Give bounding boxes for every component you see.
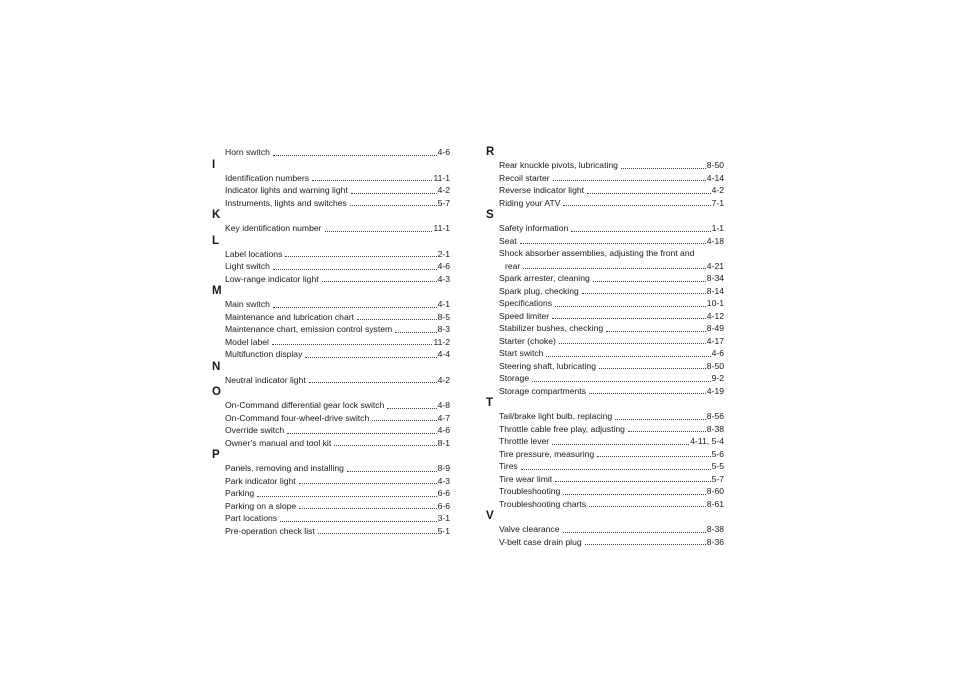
index-letter-heading: I [212,158,216,171]
index-entry-seat [486,235,724,248]
dot-leader [334,444,436,446]
entry-title: Indicator lights and warning light [225,185,348,195]
index-entry-reverse-indicator-light [486,184,724,197]
entry-page: 9-2 [711,373,724,383]
dot-leader [395,331,436,333]
index-entry-pre-operation-check-list [212,525,450,538]
index-group-k [212,209,450,235]
entry-page: 7-1 [711,197,724,208]
entry-page: 4-6 [437,425,450,435]
index-entry-starter-choke [486,335,724,348]
entry-page: 4-12 [706,310,724,321]
index-letter-heading: N [212,360,221,373]
index-entry-horn-switch [212,146,450,159]
index-entry-model-label [212,336,450,349]
index-group-m [212,285,450,361]
entry-page: 2-1 [437,248,450,259]
dot-leader [299,482,437,484]
entry-page: 8-60 [706,486,724,496]
index-letter-heading: K [212,209,221,221]
dot-leader [285,255,436,257]
index-letter-heading: S [486,209,494,221]
entry-title: On-Command differential gear lock switch [225,400,385,410]
entry-title: Neutral indicator light [225,374,306,385]
dot-leader [351,192,437,194]
entry-title: On-Command four-wheel-drive switch [225,412,370,423]
entry-title: Storage compartments [499,385,586,396]
entry-page: 5-6 [711,448,724,459]
index-entry-low-range-indicator-light [212,273,450,286]
entry-title: Override switch [225,425,285,435]
index-entry-maintenance-chart-emission-control-system [212,323,450,336]
dot-leader [615,418,706,420]
dot-leader [257,495,436,497]
index-entry-tail-brake-light-bulb-replacing [486,410,724,423]
index-letter-heading: L [212,234,220,247]
entry-page: 8-1 [437,437,450,448]
dot-leader [621,167,706,169]
index-entry-specifications [486,297,724,310]
index-entry-part-locations [212,512,450,525]
dot-leader [563,531,706,533]
dot-leader [309,381,437,383]
dot-leader [546,355,710,357]
entry-title: Maintenance chart, emission control system [225,324,393,334]
index-group-v [486,510,724,548]
entry-page: 6-6 [437,500,450,511]
entry-page: 4-21 [706,260,724,271]
dot-leader [273,268,437,270]
entry-page: 4-11, 5-4 [690,436,724,446]
entry-page: 1-1 [711,223,724,233]
entry-page: 4-4 [437,349,450,359]
dot-leader [322,280,437,282]
entry-title: Steering shaft, lubricating [499,360,596,371]
index-letter-heading: V [486,510,494,522]
entry-page: 4-19 [706,385,724,396]
entry-page: 11-1 [433,223,450,233]
index-entry-on-command-differential-gear-lock-switch [212,399,450,412]
entry-page: 4-6 [437,147,450,157]
entry-title: Park indicator light [225,475,296,486]
index-entry-troubleshooting [486,485,724,498]
entry-title: Tires [499,461,518,471]
entry-title: Rear knuckle pivots, lubricating [499,160,618,170]
entry-title: Pre-operation check list [225,525,315,536]
dot-leader [571,230,710,232]
entry-title: Owner’s manual and tool kit [225,437,332,448]
dot-leader [552,443,689,445]
entry-page: 8-14 [706,285,724,296]
entry-title: Troubleshooting charts [499,498,587,509]
entry-title: Starter (choke) [499,335,556,346]
entry-page: 8-50 [706,360,724,371]
entry-title: Valve clearance [499,524,560,534]
entry-title: V-belt case drain plug [499,536,582,547]
entry-title: Horn switch [225,147,270,157]
index-group-t [486,397,724,510]
index-entry-throttle-lever [486,435,724,448]
entry-title: Model label [225,336,269,347]
index-entry-neutral-indicator-light [212,374,450,387]
dot-leader [357,318,437,320]
index-letter-heading: P [212,449,220,461]
index-entry-identification-numbers [212,172,450,185]
dot-leader [521,468,711,470]
entry-page: 4-3 [437,273,450,284]
entry-title: Spark arrester, cleaning [499,273,590,283]
index-entry-stabilizer-bushes-checking [486,322,724,335]
index-entry-multifunction-display [212,348,450,361]
entry-page: 4-18 [706,235,724,246]
dot-leader [559,342,706,344]
dot-leader [555,305,706,307]
index-entry-shock-absorber-assemblies-adjusting-the-front-and [486,247,724,260]
entry-title: Label locations [225,248,283,259]
dot-leader [312,179,432,181]
entry-page: 4-1 [437,299,450,309]
entry-page: 3-1 [437,513,450,523]
index-entry-override-switch [212,424,450,437]
index-entry-panels-removing-and-installing [212,462,450,475]
dot-leader [628,430,706,432]
dot-leader [325,230,433,232]
dot-leader [597,455,710,457]
index-entry-rear-knuckle-pivots-lubricating [486,159,724,172]
entry-title: Reverse indicator light [499,185,585,195]
dot-leader [589,505,706,507]
entry-page: 4-2 [711,185,724,195]
dot-leader [318,532,437,534]
entry-title: Riding your ATV [499,197,561,208]
dot-leader [606,330,706,332]
dot-leader [273,154,437,156]
entry-title: Parking [225,488,255,498]
entry-title: Troubleshooting [499,486,561,496]
dot-leader [287,432,436,434]
index-entry-throttle-cable-free-play-adjusting [486,423,724,436]
index-letter-heading: O [212,386,221,398]
dot-leader [582,292,706,294]
index-letter-heading: R [486,146,495,158]
dot-leader [299,507,436,509]
entry-page: 8-61 [706,498,724,509]
dot-leader [593,280,706,282]
entry-title: Main switch [225,299,270,309]
entry-title: Part locations [225,513,278,523]
index-entry-indicator-lights-and-warning-light [212,184,450,197]
index-entry-tires [486,460,724,473]
index-entry-parking [212,487,450,500]
index-entry-label-locations [212,248,450,261]
entry-title: Safety information [499,223,569,233]
entry-page: 11-2 [433,336,450,347]
index-group-s [486,209,724,397]
entry-title: Start switch [499,348,544,358]
dot-leader [347,470,437,472]
dot-leader [305,356,436,358]
entry-title: Identification numbers [225,172,310,183]
index-entry-parking-on-a-slope [212,500,450,513]
entry-title: Low-range indicator light [225,273,319,284]
dot-leader [532,380,710,382]
entry-page: 8-38 [706,524,724,534]
dot-leader [280,520,437,522]
index-entry-troubleshooting-charts [486,498,724,511]
index-entry-spark-plug-checking [486,285,724,298]
index-entry-steering-shaft-lubricating [486,360,724,373]
index-entry-storage [486,372,724,385]
entry-title: Instruments, lights and switches [225,197,347,208]
entry-page: 4-6 [437,261,450,271]
dot-leader [589,392,706,394]
entry-page: 4-2 [437,185,450,195]
dot-leader [523,267,706,269]
index-entry-instruments-lights-and-switches [212,197,450,210]
entry-title: Seat [499,235,517,246]
index-entry-main-switch [212,298,450,311]
index-entry-continuation [486,260,724,273]
index-group-p [212,449,450,537]
entry-title: Maintenance and lubrication chart [225,311,354,322]
entry-page: 11-1 [433,172,450,183]
index-entry-riding-your-atv [486,197,724,210]
dot-leader [587,192,711,194]
entry-title: Multifunction display [225,349,303,359]
dot-leader [520,242,706,244]
entry-page: 5-5 [711,461,724,471]
index-entry-park-indicator-light [212,475,450,488]
entry-page: 8-38 [706,423,724,434]
index-entry-on-command-four-wheel-drive-switch [212,412,450,425]
index-entry-tire-wear-limit [486,473,724,486]
index-entry-recoil-starter [486,172,724,185]
entry-page: 8-36 [706,536,724,547]
index-entry-key-identification-number [212,222,450,235]
dot-leader [553,179,706,181]
entry-title: Key identification number [225,223,322,233]
index-group-n [212,361,450,387]
index-entry-safety-information [486,222,724,235]
index-entry-speed-limiter [486,310,724,323]
dot-leader [555,480,710,482]
entry-title: Specifications [499,298,553,308]
entry-page: 8-9 [437,463,450,473]
index-group-l [212,235,450,286]
entry-title: Stabilizer bushes, checking [499,323,604,333]
entry-title: Speed limiter [499,310,550,321]
entry-title: Throttle lever [499,436,550,446]
entry-page: 8-5 [437,311,450,322]
entry-page: 4-14 [706,172,724,183]
entry-page: 8-3 [437,324,450,334]
dot-leader [372,419,436,421]
dot-leader [387,407,436,409]
dot-leader [552,317,706,319]
entry-page: 8-34 [706,273,724,283]
entry-title: Recoil starter [499,172,550,183]
index-group-i [212,159,450,210]
entry-page: 8-49 [706,323,724,333]
entry-title: Throttle cable free play, adjusting [499,423,625,434]
index-letter-heading: T [486,397,494,409]
entry-page: 4-7 [437,412,450,423]
entry-title: Tail/brake light bulb, replacing [499,411,613,421]
entry-page: 5-7 [711,473,724,484]
entry-title: Light switch [225,261,270,271]
entry-title: Panels, removing and installing [225,463,344,473]
entry-page: 5-1 [437,525,450,536]
entry-page: 5-7 [437,197,450,208]
dot-leader [585,543,706,545]
entry-page: 4-2 [437,374,450,385]
entry-title: Shock absorber assemblies, adjusting the front and [499,248,695,258]
entry-page: 4-8 [437,400,450,410]
entry-page: 10-1 [706,298,724,308]
dot-leader [350,204,437,206]
index-entry-spark-arrester-cleaning [486,272,724,285]
index-entry-tire-pressure-measuring [486,448,724,461]
entry-page: 8-50 [706,160,724,170]
index-group-o [212,386,450,449]
index-group-r [486,146,724,209]
entry-page: 6-6 [437,488,450,498]
dot-leader [273,306,437,308]
entry-page: 4-3 [437,475,450,486]
index-entry-light-switch [212,260,450,273]
dot-leader [563,493,705,495]
dot-leader [599,367,706,369]
index-entry-owner-s-manual-and-tool-kit [212,437,450,450]
entry-title: Tire wear limit [499,473,553,484]
entry-title-continuation: rear [505,260,521,271]
entry-title: Spark plug, checking [499,285,579,296]
entry-title: Storage [499,373,530,383]
index-entry-valve-clearance [486,523,724,536]
index-letter-heading: M [212,285,222,297]
entry-title: Parking on a slope [225,500,297,511]
entry-page: 4-6 [711,348,724,358]
index-entry-start-switch [486,347,724,360]
entry-title: Tire pressure, measuring [499,448,595,459]
index-entry-v-belt-case-drain-plug [486,536,724,549]
entry-page: 8-56 [706,411,724,421]
index-column-right [486,146,724,548]
entry-page: 4-17 [706,335,724,346]
dot-leader [272,343,432,345]
dot-leader [563,204,710,206]
index-column-left [212,146,450,537]
index-entry-maintenance-and-lubrication-chart [212,311,450,324]
index-entry-storage-compartments [486,385,724,398]
